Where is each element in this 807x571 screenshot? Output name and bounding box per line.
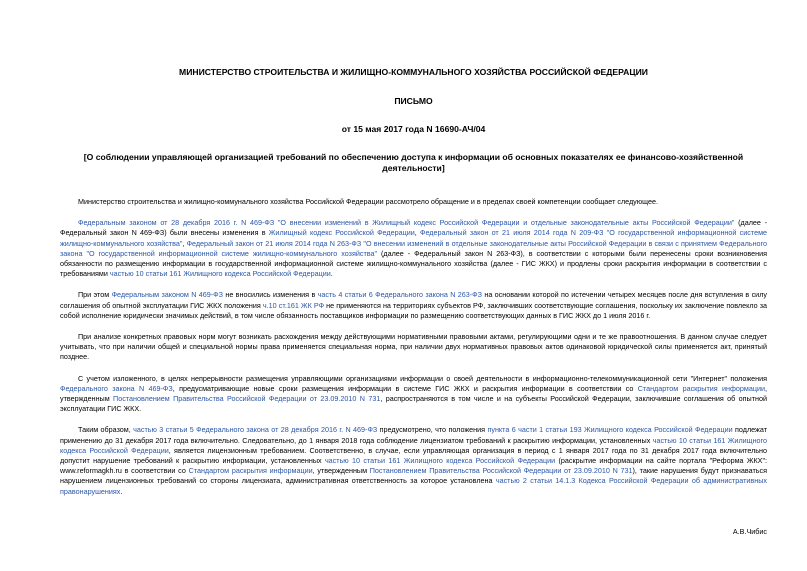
signature: А.В.Чибис	[732, 526, 767, 536]
letter-page	[60, 60, 767, 536]
text: ), такие нарушения будут признаваться нарушением лицензионных требований со стороны лицензиата, административная ответственность за которое установлена	[60, 466, 767, 486]
text: С учетом изложенного, в целях непрерывности размещения управляющими организациями информации о своей деятельности в информационно-телекоммуникационной сети "Интернет" положения	[78, 373, 767, 383]
text: , является лицензионным требованием. Соответственно, в случае, если управляющая организация в период с 1 января 2017 года по 31 декабря 2017 года включительно допустит нарушение требований к раскрытию информации, установленных	[60, 445, 767, 466]
link-fz-469[interactable]: Федерального закона N 469-ФЗ	[60, 383, 173, 393]
text: .	[330, 269, 333, 279]
text: не вносились изменения в	[222, 290, 318, 300]
link-ch10-st161[interactable]: ч.10 ст.161 ЖК РФ	[262, 300, 325, 310]
document-date-number: от 15 мая 2017 года N 16690-АЧ/04	[341, 124, 486, 134]
document-subject: [О соблюдении управляющей организацией требований по обеспечению доступа к информации об основных показателях ее финансово-хозяйственной деятельности]	[83, 152, 744, 173]
link-fz-469[interactable]: Федеральным законом N 469-ФЗ	[111, 290, 223, 300]
link-fz-209[interactable]: Федеральный закон от 21 июля 2014 года N 209-ФЗ "О государственной информационной системе жилищно-коммунального хозяйства"	[60, 228, 768, 248]
text: (далее - Федеральный закон N 469-ФЗ) были внесены изменения в	[60, 218, 767, 238]
link-fz-469[interactable]: Федеральным законом от 28 декабря 2016 г. N 469-ФЗ "О внесении изменений в Жилищный кодекс Российской Федерации и отдельные законодательные акты Российской Федерации"	[78, 218, 735, 228]
paragraph-2	[60, 290, 767, 321]
paragraph-4	[60, 374, 767, 415]
link-disclosure-standard[interactable]: Стандартом раскрытия информации	[188, 466, 313, 476]
text: подлежат применению до 31 декабря 2017 года включительно. Следовательно, до 1 января 2018 года соблюдение лицензиатом требований к раскрытию информации, установленных	[60, 425, 767, 445]
text: ,	[414, 228, 420, 238]
link-disclosure-standard[interactable]: Стандартом раскрытия информации	[637, 383, 765, 393]
link-part-10-art-161[interactable]: частью 10 статьи 161 Жилищного кодекса Российской Федерации	[60, 435, 767, 455]
text: При этом	[78, 290, 112, 300]
paragraph-5	[60, 425, 767, 496]
link-part-3-art-5[interactable]: частью 3 статьи 5 Федерального закона от 28 декабря 2016 г. N 469-ФЗ	[133, 425, 378, 435]
ministry-heading: МИНИСТЕРСТВО СТРОИТЕЛЬСТВА И ЖИЛИЩНО-КОММУНАЛЬНОГО ХОЗЯЙСТВА РОССИЙСКОЙ ФЕДЕРАЦИИ	[179, 67, 648, 77]
paragraph-3: При анализе конкретных правовых норм могут возникать расхождения между действующими нормативными правовыми актами, регулирующими одни и те же правоотношения. В данном случае следует учитывать, что при наличии общей и специальной нормы права применяется специальная норма, при наличии двух нормативных правовых актов одинаковой юридической силы применяется акт, принятый позднее.	[60, 332, 767, 362]
link-part-4-art-6[interactable]: часть 4 статьи 6 Федерального закона N 263-ФЗ	[317, 290, 482, 300]
text: ,	[182, 238, 187, 248]
text: не применяются на территориях субъектов РФ, заключивших соответствующие соглашения, поскольку их заключение повлекло за собой исполнение юридически значимых действий, в том числе обязанность поставщиков информации по размещению соответствующих данных в ГИС ЖКХ до 1 июля 2016 г.	[60, 300, 768, 320]
document-type: ПИСЬМО	[394, 96, 433, 106]
link-koap-14-1-3[interactable]: частью 2 статьи 14.1.3 Кодекса Российской Федерации об административных правонарушениях	[60, 476, 767, 496]
text: (раскрытие информации на сайте портала "Реформа ЖКХ": www.reformagkh.ru в соответствии со	[60, 456, 768, 476]
paragraph-1	[60, 218, 767, 279]
link-art-193[interactable]: пункта 6 части 1 статьи 193 Жилищного кодекса Российской Федерации	[487, 425, 733, 435]
text: (далее - Федеральный закон N 263-ФЗ), в соответствии с которыми были перенесены сроки возникновения обязанности по размещению информации в государственной информационной системе жилищно-коммунального хозяйства (далее - ГИС ЖКХ) и продлены сроки раскрытия информации в соответствии с требованиями	[60, 248, 768, 279]
text: .	[120, 486, 123, 496]
link-decree-731[interactable]: Постановлением Правительства Российской Федерации от 23.09.2010 N 731	[369, 466, 633, 476]
text: , утвержденным	[312, 466, 370, 476]
link-housing-code[interactable]: Жилищный кодекс Российской Федерации	[268, 228, 415, 238]
link-decree-731[interactable]: Постановлением Правительства Российской Федерации от 23.09.2010 N 731	[113, 394, 381, 404]
text: , предусматривающие новые сроки размещения информации в системе ГИС ЖКХ и раскрытия информации в соответствии со	[172, 383, 638, 393]
link-fz-263[interactable]: Федеральный закон от 21 июля 2014 года N 263-ФЗ "О внесении изменений в отдельные законодательные акты Российской Федерации в связи с принятием Федерального закона "О государственной информационной системе жилищно-коммунального хозяйства"	[60, 238, 768, 258]
text: Таким образом,	[78, 425, 134, 435]
text: на основании которой по истечении четырех месяцев после дня вступления в силу соглашения об опытной эксплуатации ГИС ЖКХ положения	[60, 290, 767, 310]
link-part-10-art-161[interactable]: частью 10 статьи 161 Жилищного кодекса Российской Федерации	[109, 269, 331, 279]
text: , утвержденным	[60, 383, 767, 404]
text: предусмотрено, что положения	[377, 425, 488, 435]
intro-paragraph: Министерство строительства и жилищно-коммунального хозяйства Российской Федерации рассмотрело обращение и в пределах своей компетенции сообщает следующее.	[78, 197, 658, 206]
text: , распространяются в том числе и на субъекты Российской Федерации, заключившие соглашения об опытной эксплуатации ГИС ЖКХ.	[60, 394, 767, 414]
link-part-10-art-161[interactable]: частью 10 статьи 161 Жилищного кодекса Российской Федерации	[324, 456, 556, 466]
